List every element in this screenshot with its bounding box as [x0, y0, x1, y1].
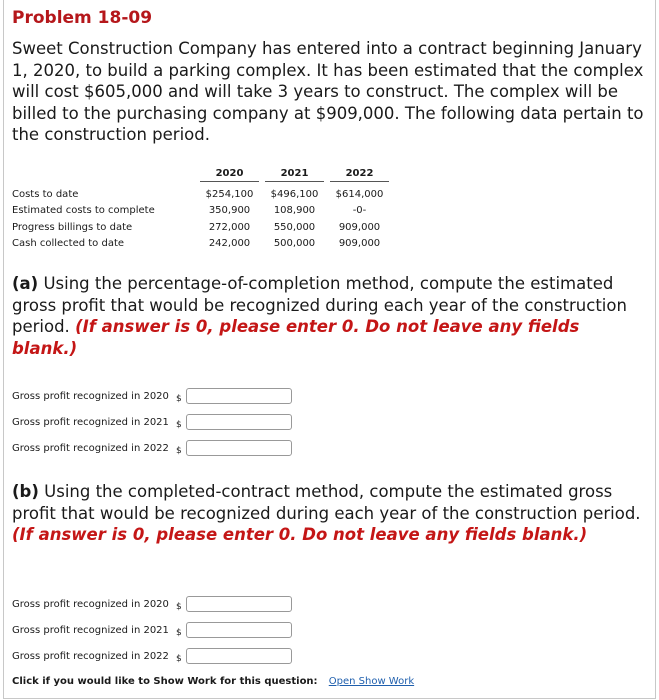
table-cell: $496,100 — [270, 188, 319, 200]
table-row — [12, 236, 392, 253]
part-b-answers — [12, 591, 292, 669]
gross-profit-2021-cc-input[interactable] — [186, 622, 292, 638]
table-header-row — [12, 166, 392, 184]
part-b-text: Using the completed-contract method, compute the estimated gross profit that would be recognized during each year of the construction period. — [12, 482, 641, 523]
open-show-work-link[interactable]: Open Show Work — [328, 676, 415, 687]
gross-profit-2020-cc-input[interactable] — [186, 596, 292, 612]
table-cell: 108,900 — [273, 205, 316, 217]
currency-symbol: $ — [176, 602, 182, 612]
part-a-text: Using the percentage-of-completion method, compute the estimated gross profit that would be recognized during each year of the construction period. — [12, 274, 627, 336]
answer-row — [12, 383, 292, 409]
answer-label: Gross profit recognized in 2021 — [12, 416, 169, 428]
gross-profit-2022-cc-input[interactable] — [186, 648, 292, 664]
column-header: 2022 — [330, 168, 389, 182]
table-cell: 500,000 — [273, 238, 316, 250]
answer-row — [12, 435, 292, 461]
answer-row — [12, 617, 292, 643]
part-a-lead: (a) — [12, 274, 39, 293]
table-row — [12, 219, 392, 236]
answer-label: Gross profit recognized in 2020 — [12, 390, 169, 402]
table-cell: 550,000 — [273, 221, 316, 233]
row-label: Estimated costs to complete — [12, 205, 155, 217]
part-a-warning: (If answer is 0, please enter 0. Do not leave any fields blank.) — [12, 317, 580, 358]
currency-symbol: $ — [176, 446, 182, 456]
answer-label: Gross profit recognized in 2022 — [12, 650, 169, 662]
answer-row — [12, 409, 292, 435]
show-work-footer — [12, 676, 414, 687]
part-b-instructions — [12, 481, 644, 546]
construction-data-table — [12, 166, 392, 252]
column-header: 2020 — [200, 168, 259, 182]
show-work-prompt: Click if you would like to Show Work for this question: — [12, 676, 318, 687]
answer-label: Gross profit recognized in 2021 — [12, 624, 169, 636]
problem-title: Problem 18-09 — [12, 8, 153, 28]
currency-symbol: $ — [176, 394, 182, 404]
row-label: Progress billings to date — [12, 221, 133, 233]
currency-symbol: $ — [176, 420, 182, 430]
part-a-instructions — [12, 273, 644, 359]
table-cell: 350,900 — [208, 205, 251, 217]
gross-profit-2020-pct-input[interactable] — [186, 388, 292, 404]
table-cell: 242,000 — [208, 238, 251, 250]
table-cell: $254,100 — [205, 188, 254, 200]
part-a-answers — [12, 383, 292, 461]
part-b-warning: (If answer is 0, please enter 0. Do not leave any fields blank.) — [12, 525, 588, 544]
row-label: Cash collected to date — [12, 238, 125, 250]
gross-profit-2021-pct-input[interactable] — [186, 414, 292, 430]
table-cell: -0- — [352, 205, 367, 217]
currency-symbol: $ — [176, 654, 182, 664]
table-row — [12, 203, 392, 220]
answer-label: Gross profit recognized in 2022 — [12, 442, 169, 454]
table-cell: 909,000 — [338, 238, 381, 250]
table-cell: $614,000 — [335, 188, 384, 200]
problem-intro: Sweet Construction Company has entered into a contract beginning January 1, 2020, to build a parking complex. It has been estimated that the complex will cost $605,000 and will take 3 years to construct. The complex will be billed to the purchasing company at $909,000. The following data pertain to the construction period. — [12, 39, 644, 144]
gross-profit-2022-pct-input[interactable] — [186, 440, 292, 456]
table-cell: 272,000 — [208, 221, 251, 233]
column-header: 2021 — [265, 168, 324, 182]
answer-label: Gross profit recognized in 2020 — [12, 598, 169, 610]
table-cell: 909,000 — [338, 221, 381, 233]
currency-symbol: $ — [176, 628, 182, 638]
answer-row — [12, 591, 292, 617]
part-b-lead: (b) — [12, 482, 39, 501]
answer-row — [12, 643, 292, 669]
row-label: Costs to date — [12, 188, 79, 200]
table-row — [12, 186, 392, 203]
